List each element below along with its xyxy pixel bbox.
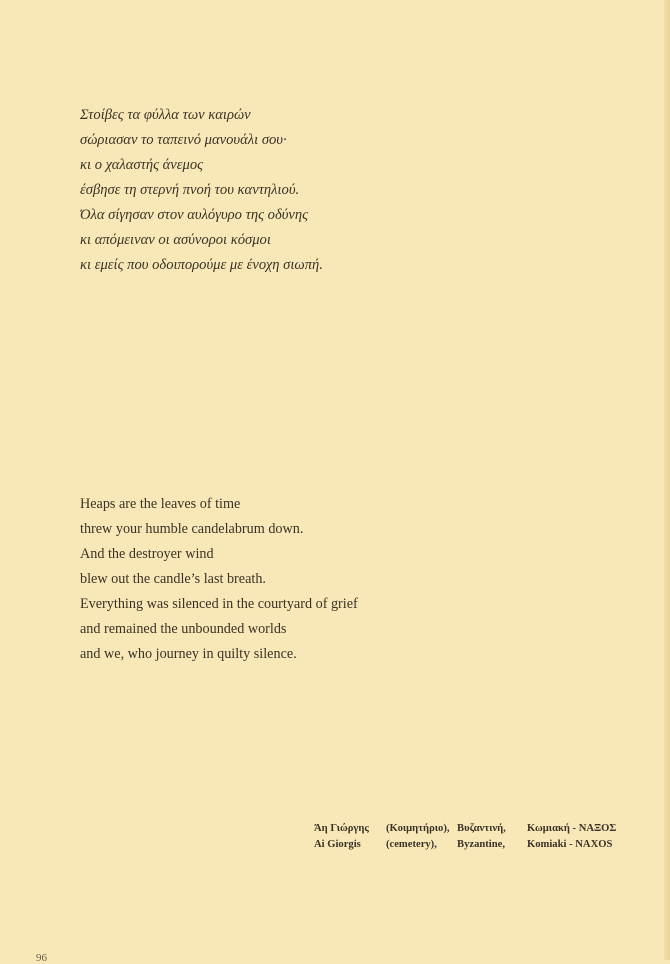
caption-period: Byzantine,	[457, 839, 505, 850]
poem-line: and we, who journey in quilty silence.	[80, 646, 297, 662]
photo-caption	[314, 821, 622, 853]
english-poem	[80, 492, 358, 667]
poem-line: κι ο χαλαστής άνεμος	[80, 157, 204, 173]
caption-greek	[314, 821, 622, 837]
poem-line: Everything was silenced in the courtyard of grief	[80, 596, 358, 612]
caption-site-name: Ai Giorgis	[314, 839, 361, 850]
page-number: 96	[36, 952, 47, 964]
poem-line: and remained the unbounded worlds	[80, 621, 287, 637]
caption-site-type: (cemetery),	[386, 839, 437, 850]
poem-line: And the destroyer wind	[80, 546, 214, 562]
page-edge	[664, 0, 670, 960]
poem-line: κι εμείς που οδοιπορούμε με ένοχη σιωπή.	[80, 257, 323, 273]
poem-line: Στοίβες τα φύλλα των καιρών	[80, 107, 251, 123]
poem-line: σώριασαν το ταπεινό μανουάλι σου·	[80, 132, 287, 148]
poem-line: threw your humble candelabrum down.	[80, 521, 304, 537]
poem-line: κι απόμειναν οι ασύνοροι κόσμοι	[80, 232, 271, 248]
greek-poem	[80, 103, 323, 278]
poem-line: blew out the candle’s last breath.	[80, 571, 266, 587]
caption-period: Βυζαντινή,	[457, 823, 506, 834]
poem-line: Heaps are the leaves of time	[80, 496, 241, 512]
caption-site-name: Άη Γιώργης	[314, 823, 369, 834]
caption-site-type: (Κοιμητήριο),	[386, 823, 450, 834]
caption-location: Κωμιακή - ΝΑΞΟΣ	[527, 823, 617, 834]
caption-english	[314, 837, 622, 853]
caption-location: Komiaki - NAXOS	[527, 839, 613, 850]
poem-line: έσβησε τη στερνή πνοή του καντηλιού.	[80, 182, 300, 198]
poem-line: Όλα σίγησαν στον αυλόγυρο της οδύνης	[80, 207, 309, 223]
